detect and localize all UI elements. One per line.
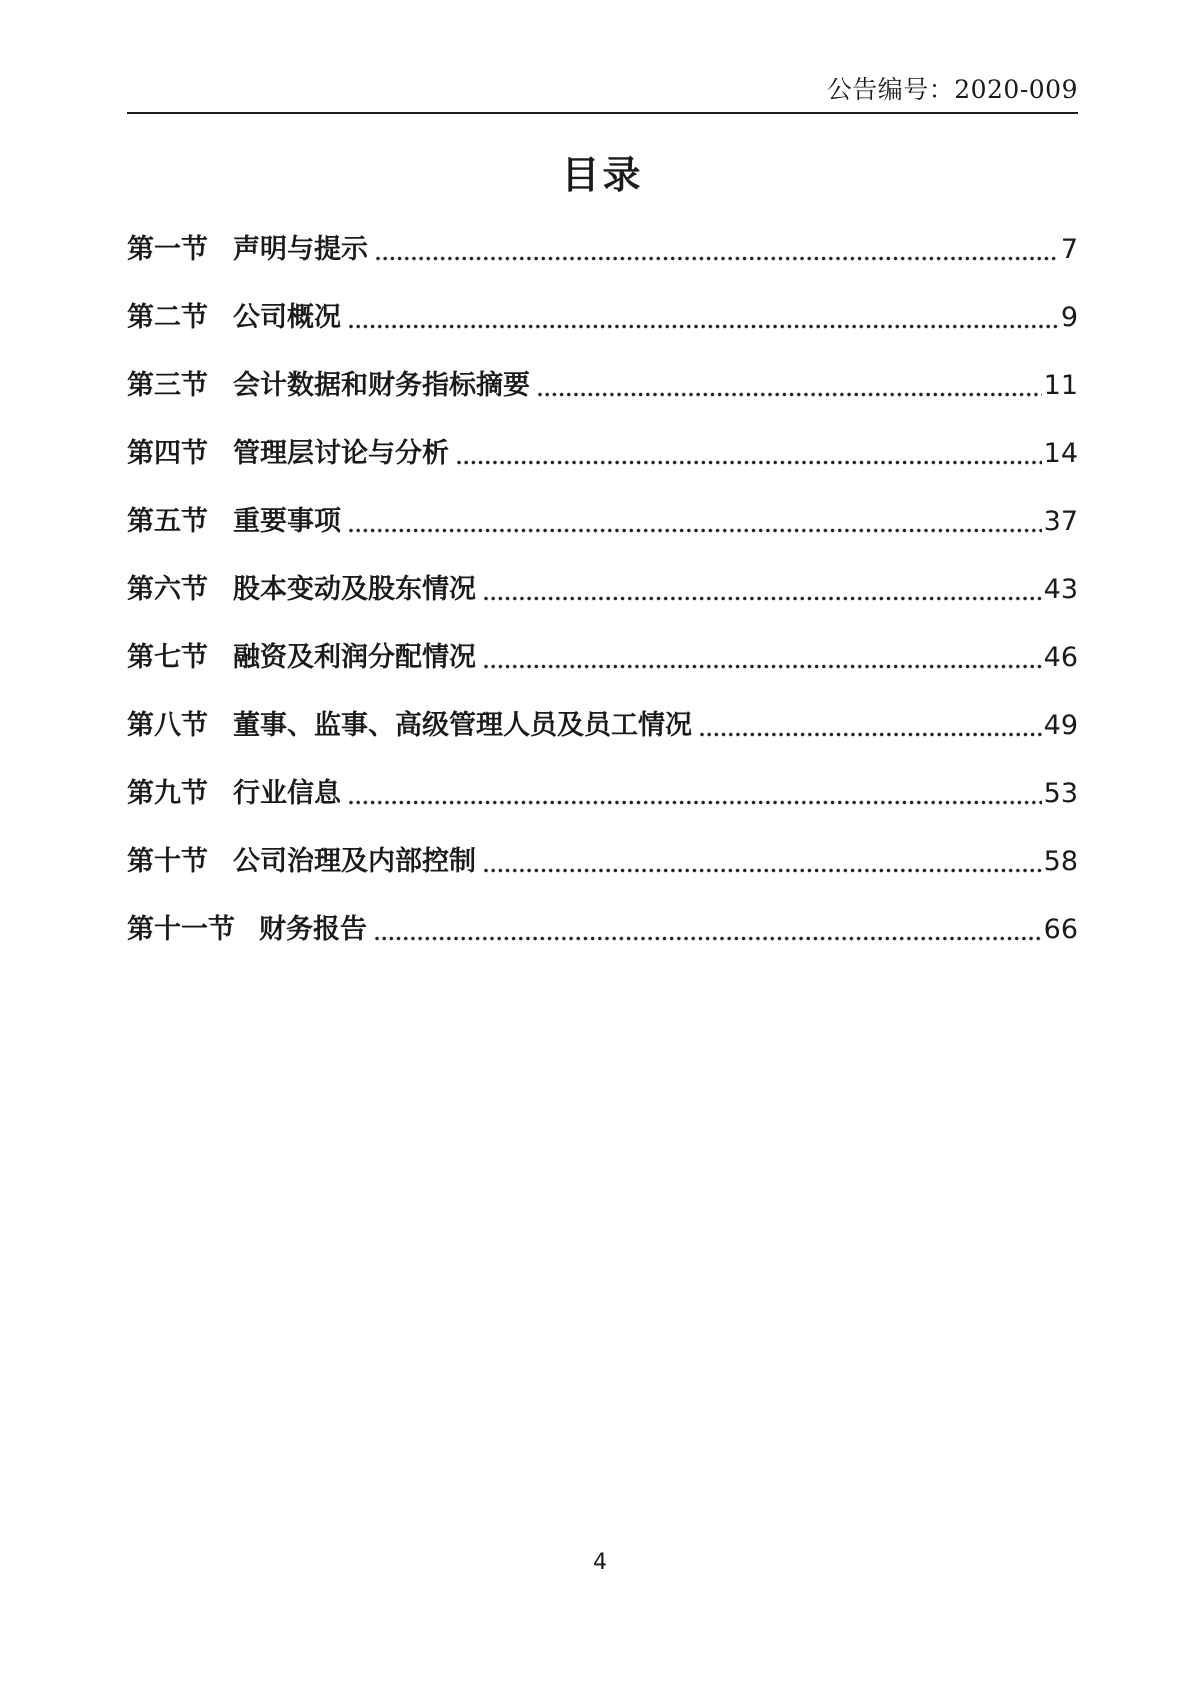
- toc-entry-section: 第十节: [127, 846, 208, 877]
- dot-leader: [484, 868, 1042, 873]
- page-footer: [0, 1550, 1200, 1576]
- dot-leader: [700, 732, 1042, 737]
- toc-entry-title: 会计数据和财务指标摘要: [233, 370, 530, 401]
- toc-entry-page: 58: [1043, 846, 1078, 877]
- toc-entry-page: 46: [1043, 642, 1078, 673]
- toc-entry-title: 融资及利润分配情况: [233, 642, 476, 673]
- toc-entry-section: 第四节: [127, 438, 208, 469]
- toc-entry-title: 股本变动及股东情况: [233, 574, 476, 605]
- toc-entry[interactable]: [127, 712, 1078, 740]
- toc-entry[interactable]: [127, 780, 1078, 808]
- toc-entry[interactable]: [127, 644, 1078, 672]
- page-header: [127, 0, 1078, 114]
- toc-entry[interactable]: [127, 916, 1078, 944]
- toc-entry-title: 管理层讨论与分析: [233, 438, 449, 469]
- dot-leader: [375, 936, 1042, 941]
- toc-entry-page: 43: [1043, 574, 1078, 605]
- dot-leader: [349, 528, 1042, 533]
- toc-entry-section: 第九节: [127, 778, 208, 809]
- toc-entry[interactable]: [127, 304, 1078, 332]
- toc-entry-section: 第五节: [127, 506, 208, 537]
- toc-entry-page: 11: [1043, 370, 1078, 401]
- toc-entry-section: 第十一节: [127, 914, 235, 945]
- toc-entry-section: 第七节: [127, 642, 208, 673]
- toc-entry[interactable]: [127, 576, 1078, 604]
- toc-entry[interactable]: [127, 848, 1078, 876]
- toc-entry-page: 7: [1060, 234, 1078, 265]
- dot-leader: [349, 324, 1059, 329]
- dot-leader: [349, 800, 1042, 805]
- toc-entry[interactable]: [127, 236, 1078, 264]
- toc-entry-title: 公司概况: [233, 302, 341, 333]
- page-number: 4: [593, 1550, 607, 1575]
- toc-entry-section: 第六节: [127, 574, 208, 605]
- toc-entry-title: 行业信息: [233, 778, 341, 809]
- header-rule: [127, 112, 1078, 114]
- page-title: 目录: [561, 153, 644, 197]
- dot-leader: [484, 664, 1042, 669]
- toc-entry-title: 声明与提示: [233, 234, 368, 265]
- toc-list: [127, 236, 1078, 944]
- toc-entry[interactable]: [127, 508, 1078, 536]
- toc-entry-page: 14: [1043, 438, 1078, 469]
- announcement-number: 公告编号：2020-009: [826, 75, 1078, 104]
- toc-entry-page: 53: [1043, 778, 1078, 809]
- toc-entry-section: 第三节: [127, 370, 208, 401]
- dot-leader: [457, 460, 1042, 465]
- toc-entry-title: 财务报告: [259, 914, 367, 945]
- toc-entry-page: 37: [1043, 506, 1078, 537]
- toc-entry-page: 49: [1043, 710, 1078, 741]
- toc-entry-title: 公司治理及内部控制: [233, 846, 476, 877]
- toc-entry-section: 第八节: [127, 710, 208, 741]
- toc-entry[interactable]: [127, 440, 1078, 468]
- dot-leader: [376, 256, 1059, 261]
- toc-entry-page: 9: [1060, 302, 1078, 333]
- toc-entry-page: 66: [1043, 914, 1078, 945]
- toc-entry-section: 第二节: [127, 302, 208, 333]
- dot-leader: [538, 392, 1042, 397]
- dot-leader: [484, 596, 1042, 601]
- toc-entry-section: 第一节: [127, 234, 208, 265]
- toc-entry-title: 重要事项: [233, 506, 341, 537]
- toc-entry-title: 董事、监事、高级管理人员及员工情况: [233, 710, 692, 741]
- toc-entry[interactable]: [127, 372, 1078, 400]
